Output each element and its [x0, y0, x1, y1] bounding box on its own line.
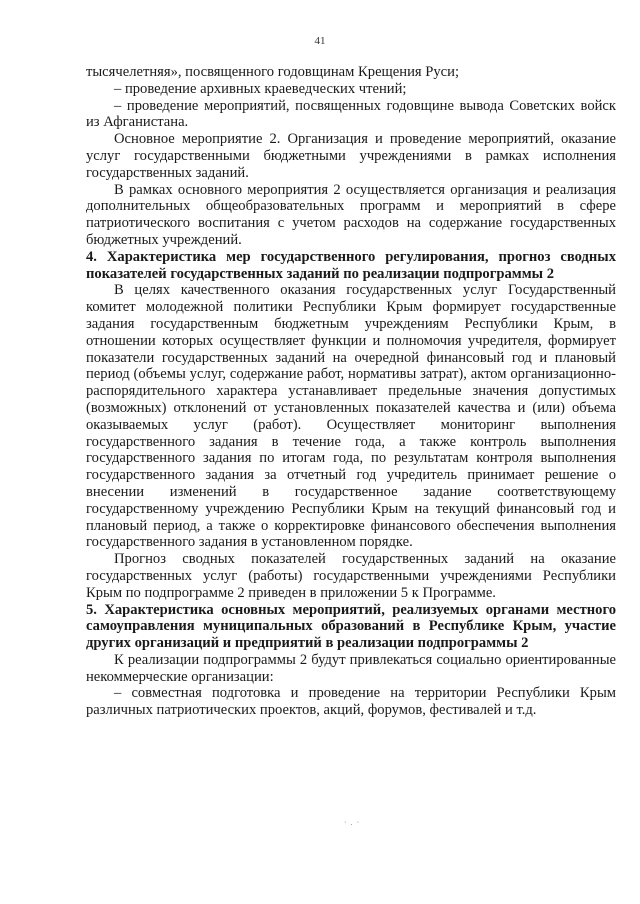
page-number: 41 — [314, 35, 326, 47]
bullet-afghanistan: – проведение мероприятий, посвященных годовщине вывода Советских войск из Афганистана. — [86, 97, 616, 131]
page-content — [86, 64, 616, 719]
section-4-paragraph: В целях качественного оказания государственных услуг Государственный комитет молодежной политики Республики Крым формирует государственные задания государственным бюджетным учреждениям Республики Крым, в отношении которых осуществляет функции и полномочия учредителя, формирует показатели государственных заданий на очередной финансовый год и плановый период (объемы услуг, содержание работ, нормативы затрат), актом организационно-распорядительного характера устанавливает предельные значения допустимых (возможных) отклонений от установленных показателей качества и (или) объема оказываемых услуг (работ). Осуществляет мониторинг выполнения государственного задания в течение года, а также контроль выполнения государственного задания по итогам года, по результатам контроля выполнения государственного задания за отчетный год учредитель принимает решение о внесении изменений в государственное задание соответствующему государственному учреждению Республики Крым на текущий финансовый год и плановый период, а также о корректировке финансового обеспечения выполнения государственного задания в установленном порядке. — [86, 282, 616, 551]
section-4-paragraph: Прогноз сводных показателей государственных заданий на оказание государственных услуг (работы) государственными учреждениями Республики Крым по подпрограмме 2 приведен в приложении 5 к Программе. — [86, 551, 616, 601]
section-5-paragraph: К реализации подпрограммы 2 будут привлекаться социально ориентированные некоммерческие организации: — [86, 651, 616, 685]
section-4-heading: 4. Характеристика мер государственного регулирования, прогноз сводных показателей государственных заданий по реализации подпрограммы 2 — [86, 248, 616, 282]
main-event-2-paragraph: Основное мероприятие 2. Организация и проведение мероприятий, оказание услуг государственными бюджетными учреждениями в рамках исполнения государственных заданий. — [86, 131, 616, 181]
section-5-heading: 5. Характеристика основных мероприятий, реализуемых органами местного самоуправления муниципальных образований в Республике Крым, участие других организаций и предприятий в реализации подпрограммы 2 — [86, 601, 616, 652]
main-event-2-scope-paragraph: В рамках основного мероприятия 2 осуществляется организация и реализация дополнительных общеобразовательных программ и мероприятий в сфере патриотического воспитания с учетом расходов на содержание государственных бюджетных учреждений. — [86, 181, 616, 248]
intro-line: тысячелетняя», посвященного годовщинам Крещения Руси; — [86, 64, 460, 80]
section-5-paragraph: – совместная подготовка и проведение на территории Республики Крым различных патриотических проектов, акций, форумов, фестивалей и т.д. — [86, 685, 616, 719]
trailing-mark: · . · — [344, 818, 361, 827]
intro-line: – проведение архивных краеведческих чтений; — [114, 80, 407, 97]
